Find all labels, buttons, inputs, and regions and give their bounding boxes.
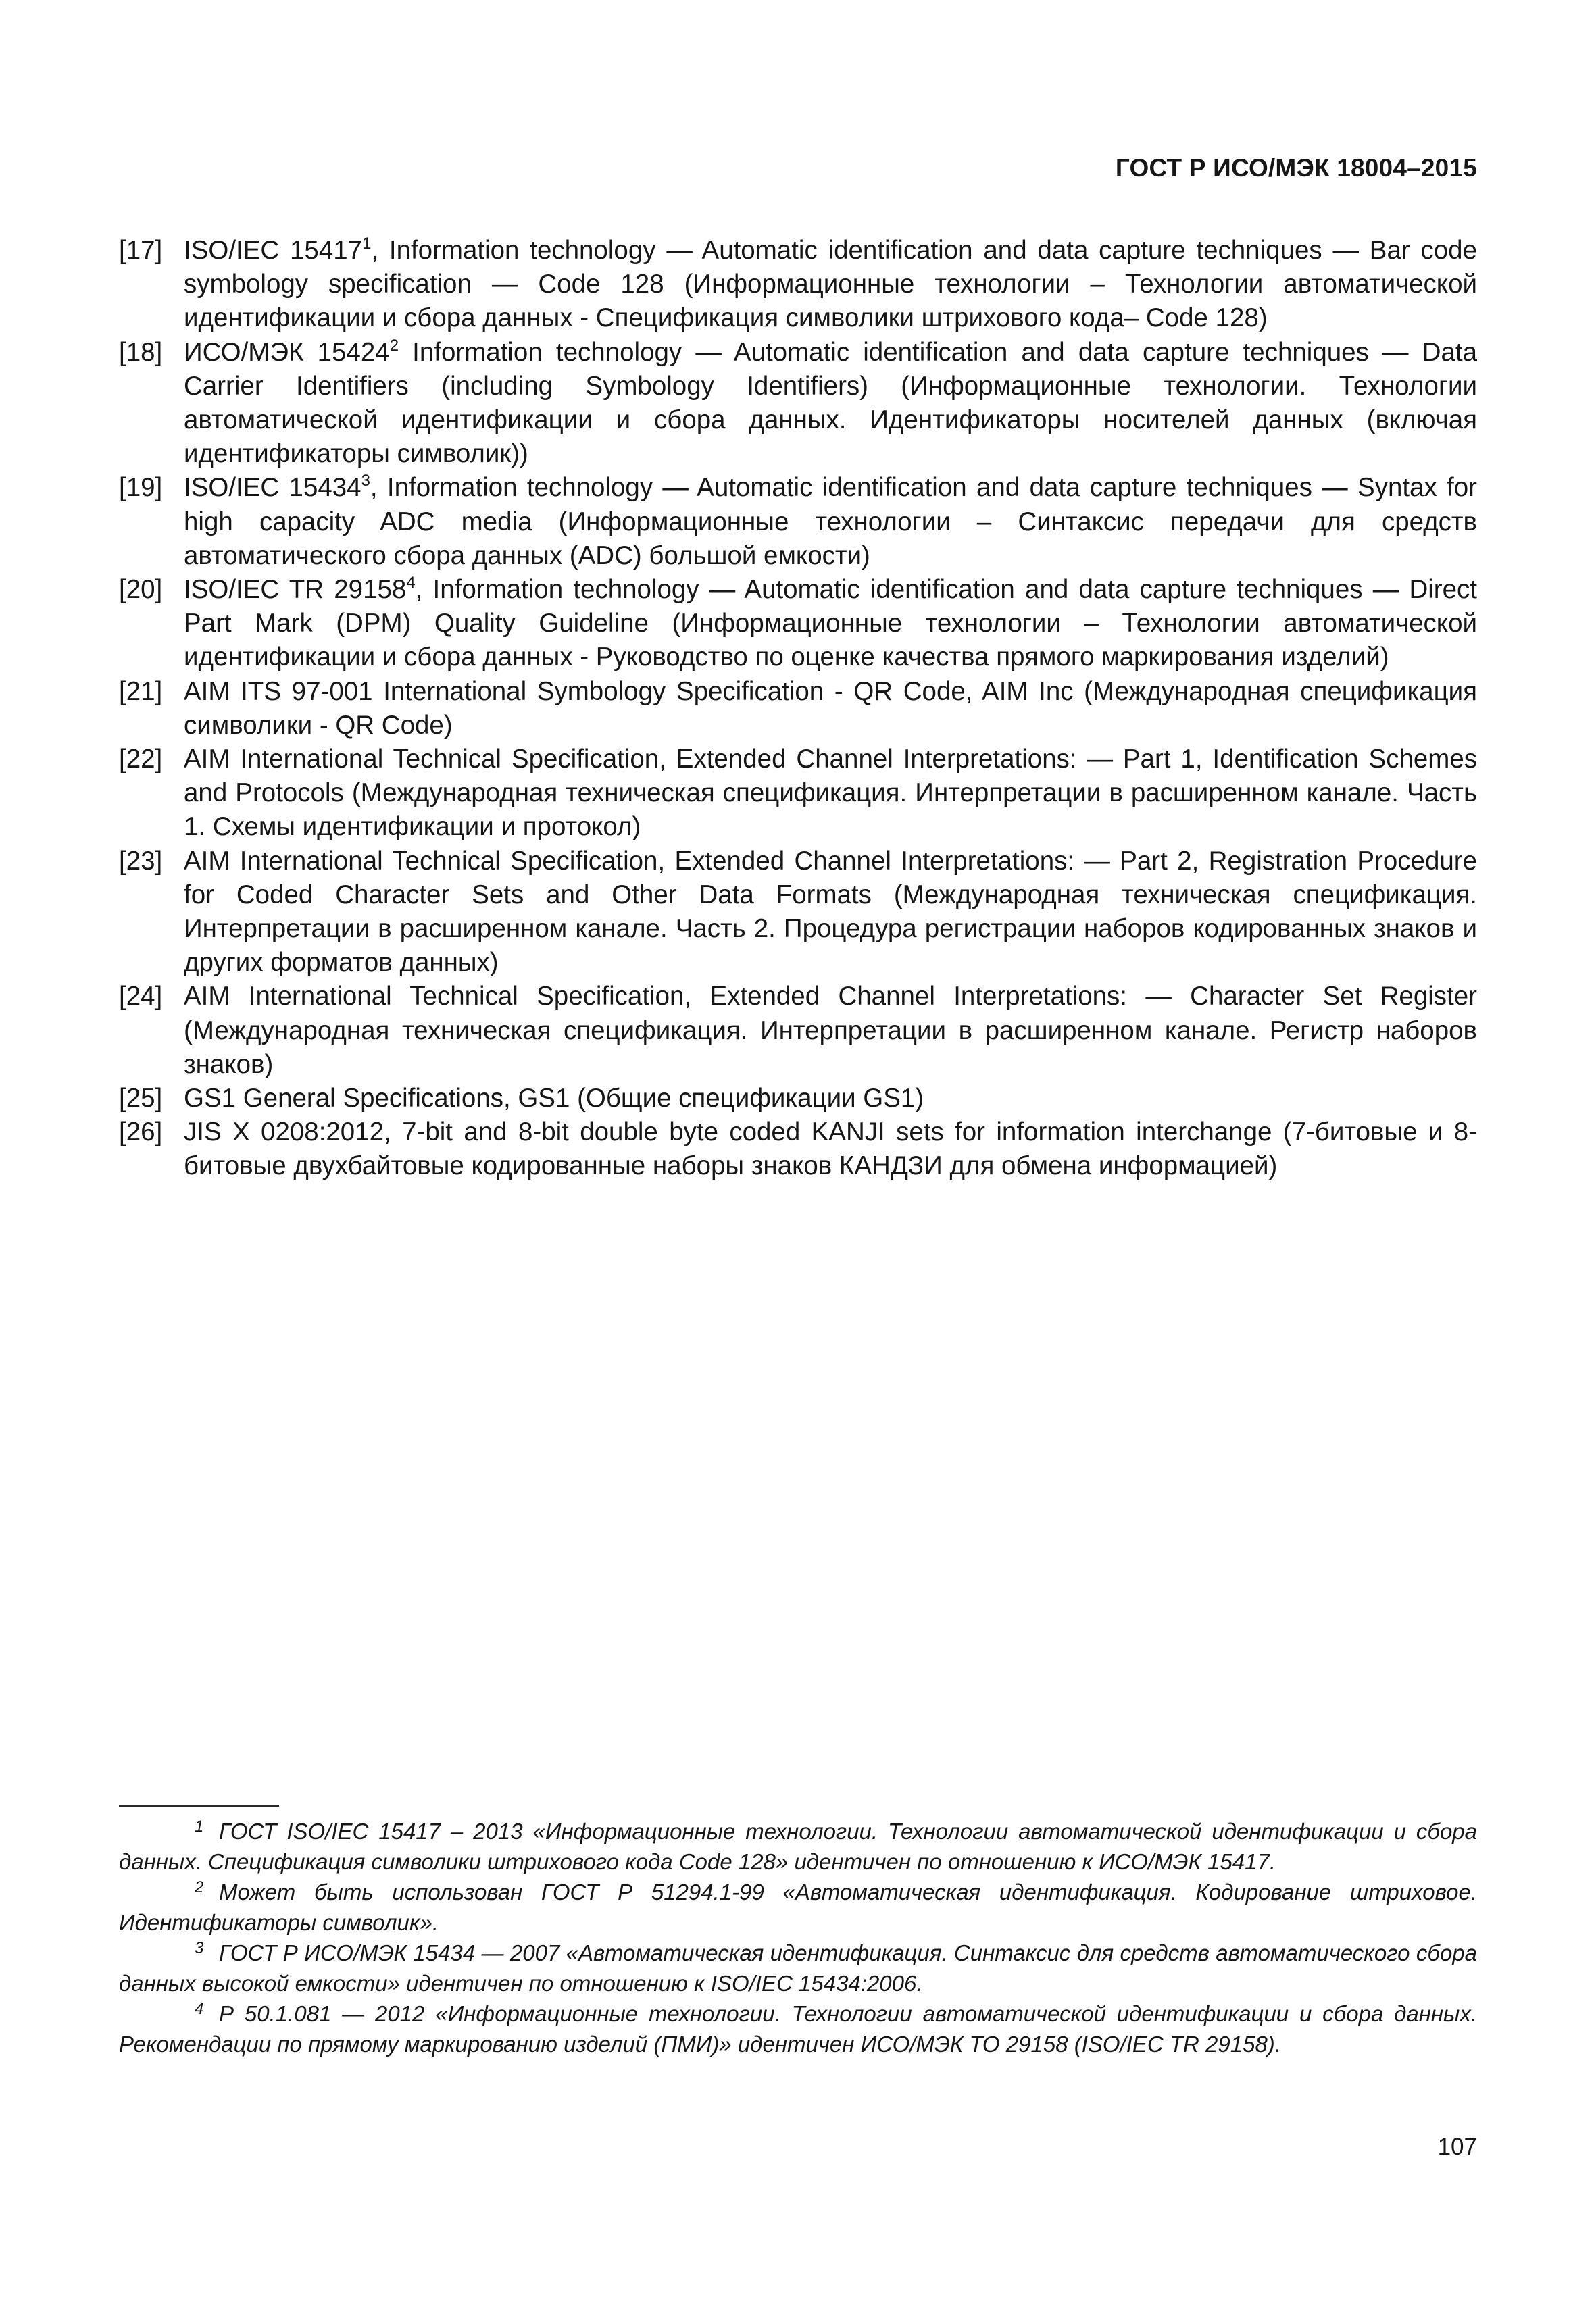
reference-number: [23] [119, 846, 163, 876]
reference-number: [21] [119, 676, 163, 706]
page-header: ГОСТ Р ИСО/МЭК 18004–2015 [1115, 154, 1477, 182]
reference-lead: AIM International Technical Specification, Extended Channel Interpretations: — Character Set Register (Международная техническая спецификация. Интерпретации в расширенном канале. Регистр наборов знаков) [184, 982, 1477, 1079]
reference-item [119, 743, 1477, 845]
reference-number: [18] [119, 337, 163, 367]
reference-item [119, 1115, 1477, 1183]
reference-number: [24] [119, 982, 163, 1011]
reference-lead: ISO/IEC 15434 [184, 473, 361, 503]
footnote-text: ГОСТ ISO/IEC 15417 – 2013 «Информационные технологии. Технологии автоматической идентификации и сбора данных. Спецификация символики штрихового кода Code 128» идентичен по отношению к ИСО/МЭК 15417. [119, 1819, 1477, 1874]
reference-number: [20] [119, 575, 163, 605]
reference-lead: JIS X 0208:2012, 7-bit and 8-bit double byte coded KANJI sets for information interchange (7-битовые и 8-битовые двухбайтовые кодированные наборы знаков КАНДЗИ для обмена информацией) [184, 1117, 1477, 1181]
reference-item [119, 573, 1477, 675]
bibliography-list [119, 234, 1477, 1184]
reference-item [119, 980, 1477, 1082]
footnote-text: Может быть использован ГОСТ Р 51294.1-99 «Автоматическая идентификация. Кодирование штриховое. Идентификаторы символик». [119, 1880, 1477, 1935]
footnote-ref: 4 [406, 574, 416, 593]
footnotes [119, 1816, 1477, 2059]
footnote-ref: 2 [389, 336, 399, 355]
reference-text: , Information technology — Automatic identification and data capture techniques — Direct Part Mark (DPM) Quality Guideline (Информационные технологии – Технологии автоматической идентификации и сбора данных - Руководство по оценке качества прямого маркирования изделий) [184, 575, 1477, 672]
footnote: 2 Может быть использован ГОСТ Р 51294.1-99 «Автоматическая идентификация. Кодирование штриховое. Идентификаторы символик». [119, 1878, 1477, 1935]
reference-lead: AIM ITS 97-001 International Symbology Specification - QR Code, AIM Inc (Международная спецификация символики - QR Code) [184, 676, 1477, 740]
reference-item [119, 234, 1477, 336]
reference-number: [22] [119, 745, 163, 774]
reference-item [119, 845, 1477, 980]
reference-lead: ISO/IEC 15417 [184, 236, 363, 265]
reference-lead: ISO/IEC TR 29158 [184, 575, 407, 605]
footnote: 3 ГОСТ Р ИСО/МЭК 15434 — 2007 «Автоматическая идентификация. Синтаксис для средств автоматического сбора данных высокой емкости» идентичен по отношению к ISO/IEC 15434:2006. [119, 1939, 1477, 1996]
reference-text: , Information technology — Automatic identification and data capture techniques — Bar code symbology specification — Code 128 (Информационные технологии – Технологии автоматической идентификации и сбора данных - Спецификация символики штрихового кода– Code 128) [184, 236, 1477, 333]
page-number: 107 [1437, 2134, 1477, 2160]
reference-lead: GS1 General Specifications, GS1 (Общие спецификации GS1) [184, 1084, 924, 1113]
reference-item [119, 1082, 1477, 1115]
reference-lead: AIM International Technical Specification, Extended Channel Interpretations: — Part 1, Identification Schemes and Protocols (Международная техническая спецификация. Интерпретации в расширенном канале. Часть 1. Схемы идентификации и протокол) [184, 745, 1477, 842]
footnote-text: Р 50.1.081 — 2012 «Информационные технологии. Технологии автоматической идентификации и сбора данных. Рекомендации по прямому маркированию изделий (ПМИ)» идентичен ИСО/МЭК ТО 29158 (ISO/IEC TR 29158). [119, 2001, 1477, 2057]
footnote-separator [119, 1805, 279, 1807]
reference-number: [19] [119, 473, 163, 503]
reference-lead: AIM International Technical Specification, Extended Channel Interpretations: — Part 2, Registration Procedure for Coded Character Sets and Other Data Formats (Международная техническая спецификация. Интерпретации в расширенном канале. Часть 2. Процедура регистрации наборов кодированных знаков и других форматов данных) [184, 846, 1477, 978]
reference-number: [25] [119, 1084, 163, 1113]
footnote: 4 Р 50.1.081 — 2012 «Информационные технологии. Технологии автоматической идентификации и сбора данных. Рекомендации по прямому маркированию изделий (ПМИ)» идентичен ИСО/МЭК ТО 29158 (ISO/IEC TR 29158). [119, 2000, 1477, 2057]
footnote-ref: 3 [361, 472, 370, 491]
reference-text: , Information technology — Automatic identification and data capture techniques — Syntax for high capacity ADC media (Информационные технологии – Синтаксис передачи для средств автоматического сбора данных (ADC) большой емкости) [184, 473, 1477, 570]
reference-item [119, 336, 1477, 472]
reference-text: Information technology — Automatic identification and data capture techniques — Data Carrier Identifiers (including Symbology Identifiers) (Информационные технологии. Технологии автоматической идентификации и сбора данных. Идентификаторы носителей данных (включая идентификаторы символик)) [184, 337, 1477, 469]
reference-number: [26] [119, 1117, 163, 1147]
reference-number: [17] [119, 236, 163, 265]
footnote-ref: 1 [362, 234, 372, 253]
footnote: 1 ГОСТ ISO/IEC 15417 – 2013 «Информационные технологии. Технологии автоматической идентификации и сбора данных. Спецификация символики штрихового кода Code 128» идентичен по отношению к ИСО/МЭК 15417. [119, 1817, 1477, 1874]
footnote-text: ГОСТ Р ИСО/МЭК 15434 — 2007 «Автоматическая идентификация. Синтаксис для средств автоматического сбора данных высокой емкости» идентичен по отношению к ISO/IEC 15434:2006. [119, 1940, 1477, 1996]
reference-item [119, 675, 1477, 743]
reference-lead: ИСО/МЭК 15424 [184, 337, 390, 367]
reference-item [119, 471, 1477, 573]
